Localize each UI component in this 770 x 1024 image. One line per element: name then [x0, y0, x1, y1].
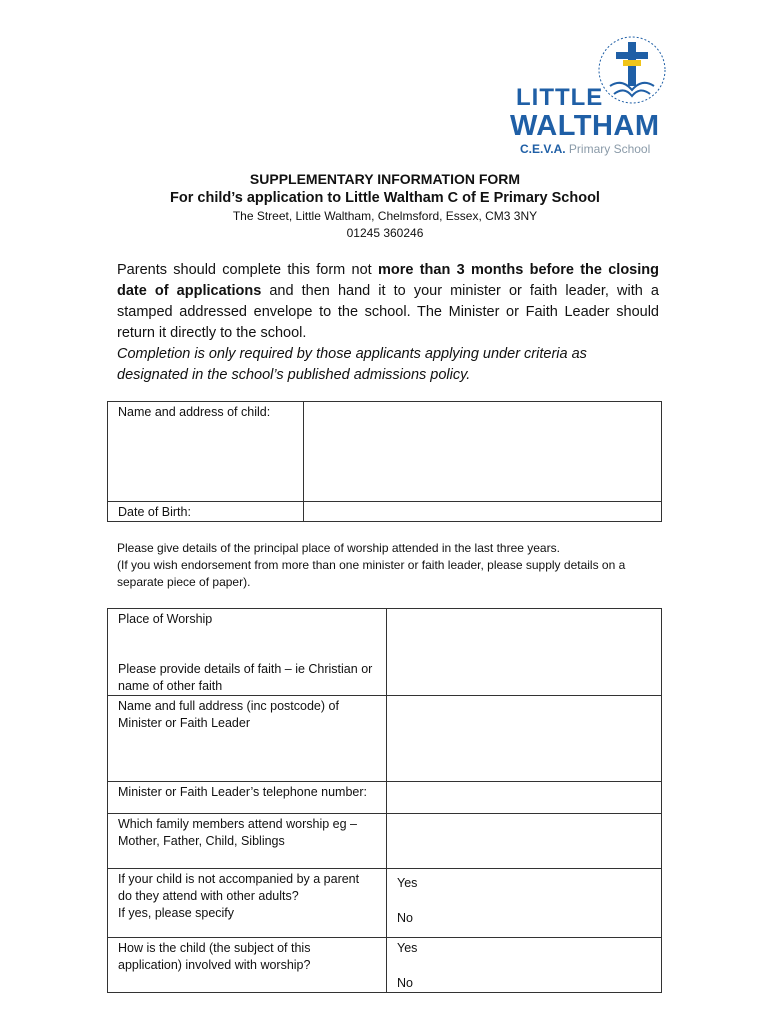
- minister-address-input[interactable]: [387, 696, 662, 782]
- involvement-yes[interactable]: Yes: [397, 941, 418, 955]
- place-of-worship-label: Place of Worship: [118, 612, 213, 626]
- minister-address-label: Name and full address (inc postcode) of Minister or Faith Leader: [108, 696, 387, 782]
- accompanied-specify: If yes, please specify: [118, 906, 235, 920]
- school-logo: [510, 34, 670, 158]
- place-of-worship-cell: [108, 609, 387, 696]
- logo-text-little: LITTLE: [516, 84, 604, 111]
- details-line-1: Please give details of the principal place of worship attended in the last three years.: [117, 541, 560, 555]
- accompanied-cell: [108, 869, 387, 938]
- school-crest-icon: [596, 34, 668, 106]
- involvement-answer[interactable]: [387, 938, 662, 993]
- place-of-worship-input[interactable]: [387, 609, 662, 696]
- dob-label: Date of Birth:: [108, 502, 304, 522]
- logo-subtitle: C.E.V.A. Primary School: [520, 142, 651, 156]
- involvement-label: How is the child (the subject of this application) involved with worship?: [108, 938, 387, 993]
- details-line-2: (If you wish endorsement from more than one minister or faith leader, please supply details on a separate piece of paper).: [117, 558, 626, 589]
- form-header: [0, 170, 770, 242]
- child-name-input[interactable]: [304, 402, 662, 502]
- accompanied-answer[interactable]: [387, 869, 662, 938]
- form-title: SUPPLEMENTARY INFORMATION FORM: [249, 171, 521, 187]
- family-members-label: Which family members attend worship eg – Mother, Father, Child, Siblings: [108, 814, 387, 869]
- child-name-label: Name and address of child:: [108, 402, 304, 502]
- dob-input[interactable]: [304, 502, 662, 522]
- involvement-no[interactable]: No: [397, 976, 413, 990]
- form-subtitle: For child’s application to Little Waltham C of E Primary School: [170, 190, 600, 206]
- logo-text-waltham: WALTHAM: [510, 110, 660, 142]
- instructions-note: Completion is only required by those applicants applying under criteria as designated in the school’s published admissions policy.: [117, 346, 587, 383]
- minister-phone-label: Minister or Faith Leader’s telephone number:: [108, 782, 387, 814]
- minister-phone-input[interactable]: [387, 782, 662, 814]
- instructions-paragraph: Parents should complete this form not more than 3 months before the closing date of applications and then hand it to your minister or faith leader, with a stamped addressed envelope to the school. The Minister or Faith Leader should return it directly to the school.: [117, 262, 659, 341]
- faith-label: Please provide details of faith – ie Christian or name of other faith: [118, 662, 373, 693]
- family-members-input[interactable]: [387, 814, 662, 869]
- worship-details-instructions: [117, 540, 657, 591]
- child-details-table: [107, 401, 662, 522]
- school-phone: 01245 360246: [346, 226, 424, 240]
- accompanied-yes[interactable]: Yes: [397, 876, 418, 890]
- school-address: The Street, Little Waltham, Chelmsford, Essex, CM3 3NY: [232, 209, 538, 223]
- worship-table: [107, 608, 662, 993]
- accompanied-no[interactable]: No: [397, 911, 413, 925]
- instructions: [117, 260, 659, 386]
- accompanied-label: If your child is not accompanied by a parent do they attend with other adults?: [118, 872, 360, 903]
